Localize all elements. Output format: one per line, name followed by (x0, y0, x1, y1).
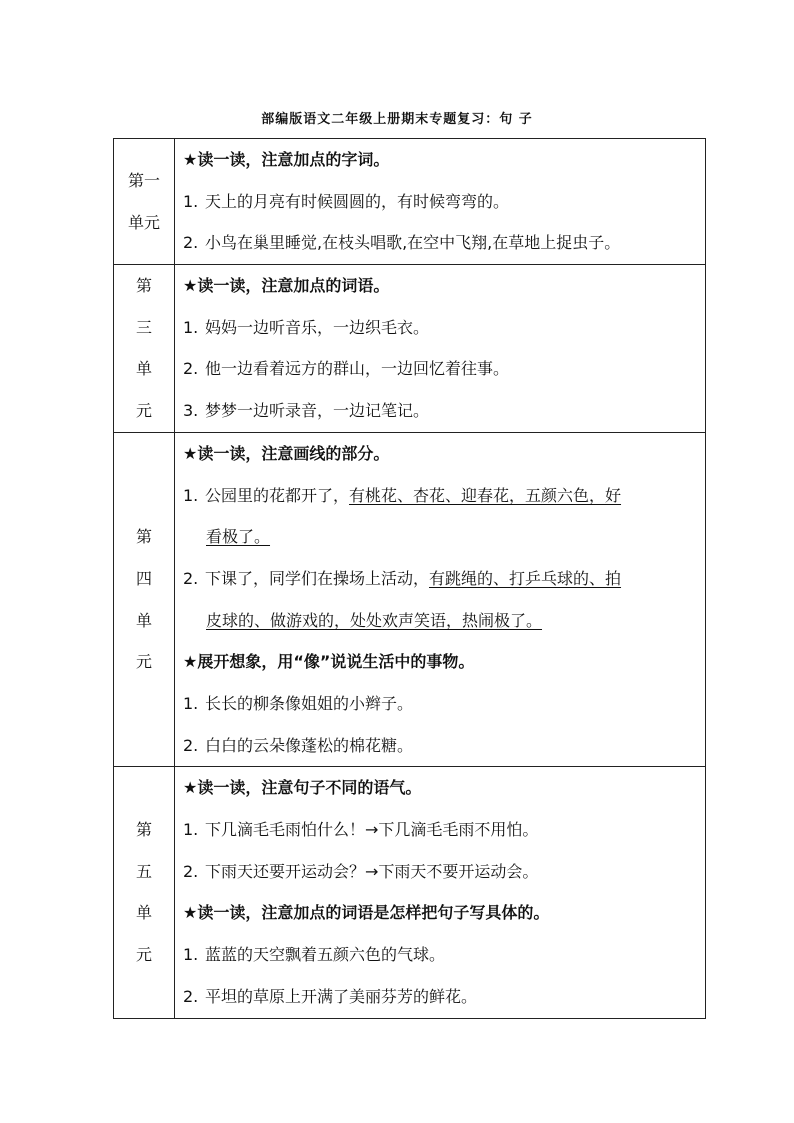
list-item (175, 348, 705, 390)
item-number: 1. (183, 317, 199, 337)
unit-content-cell (175, 139, 706, 265)
unit-label: 元 (135, 401, 152, 421)
item-number: 1. (183, 820, 199, 840)
list-item (175, 307, 705, 349)
item-text: 梦梦一边听录音，一边记笔记。 (205, 401, 430, 421)
item-continuation (175, 600, 705, 642)
item-text: 小鸟在巢里睡觉,在枝头唱歌,在空中飞翔,在草地上捉虫子。 (205, 233, 621, 253)
unit-label: 单 (135, 610, 152, 630)
item-number: 1. (183, 694, 199, 713)
unit-content-cell (175, 432, 706, 767)
underlined-text: 皮球的、做游戏的，处处欢声笑语，热闹极了。 (206, 610, 543, 630)
list-item (175, 976, 705, 1018)
section-heading: ★读一读，注意加点的词语是怎样把句子写具体的。 (183, 903, 550, 923)
unit-row (114, 767, 706, 1018)
section-heading: ★读一读，注意加点的字词。 (183, 150, 390, 169)
list-item (175, 181, 705, 223)
unit-row (114, 432, 706, 767)
section-heading: ★读一读，注意加点的词语。 (183, 276, 390, 296)
item-number: 1. (183, 485, 199, 505)
unit-label: 元 (135, 945, 152, 965)
list-item (175, 390, 705, 432)
list-item (175, 725, 705, 767)
unit-label: 元 (135, 652, 152, 672)
item-number: 3. (183, 401, 199, 421)
item-text: 天上的月亮有时候圆圆的，有时候弯弯的。 (205, 191, 510, 211)
unit-row (114, 265, 706, 433)
unit-label: 五 (135, 861, 152, 881)
review-table (113, 138, 706, 1019)
unit-label: 单 (135, 903, 152, 923)
item-number: 2. (183, 233, 199, 253)
item-number: 2. (183, 861, 199, 881)
page-title: 部编版语文二年级上册期末专题复习：句 子 (261, 112, 533, 127)
unit-label-cell (114, 265, 175, 433)
item-text: 平坦的草原上开满了美丽芬芳的鲜花。 (205, 986, 478, 1006)
section-heading: ★读一读，注意画线的部分。 (183, 443, 390, 463)
item-text: 下雨天还要开运动会？→下雨天不要开运动会。 (205, 861, 539, 881)
list-item (175, 851, 705, 893)
item-number: 1. (183, 191, 199, 211)
unit-row (114, 139, 706, 265)
unit-label: 单元 (127, 212, 160, 232)
unit-label-cell (114, 432, 175, 767)
section-heading: ★展开想象，用“像”说说生活中的事物。 (183, 652, 475, 672)
underlined-text: 有桃花、杏花、迎春花，五颜六色，好 (349, 485, 622, 505)
item-text: 白白的云朵像蓬松的棉花糖。 (205, 735, 414, 755)
underlined-text: 有跳绳的、打乒乓球的、拍 (429, 568, 622, 588)
unit-label: 四 (135, 568, 152, 588)
unit-label: 第 (135, 820, 152, 840)
unit-label: 第 (135, 527, 152, 547)
item-text: 下课了，同学们在操场上活动， (205, 568, 430, 588)
section-heading: ★读一读，注意句子不同的语气。 (183, 778, 422, 798)
item-number: 1. (183, 945, 199, 965)
unit-label: 三 (135, 317, 152, 337)
item-text: 下几滴毛毛雨怕什么！→下几滴毛毛雨不用怕。 (205, 820, 539, 840)
item-number: 2. (183, 986, 199, 1006)
item-number: 2. (183, 735, 199, 755)
list-item (175, 222, 705, 264)
unit-label: 单 (135, 359, 152, 379)
unit-label: 第一 (127, 170, 160, 190)
item-text: 长长的柳条像姐姐的小辫子。 (205, 694, 414, 713)
item-continuation (175, 516, 705, 558)
item-text: 公园里的花都开了， (205, 485, 350, 505)
item-number: 2. (183, 359, 199, 379)
item-text: 他一边看着远方的群山，一边回忆着往事。 (205, 359, 510, 379)
list-item (175, 934, 705, 976)
unit-content-cell (175, 767, 706, 1018)
list-item (175, 558, 705, 600)
item-number: 2. (183, 568, 199, 588)
unit-label-cell (114, 767, 175, 1018)
item-text: 蓝蓝的天空飘着五颜六色的气球。 (205, 945, 446, 965)
list-item (175, 809, 705, 851)
unit-content-cell (175, 265, 706, 433)
underlined-text: 看极了。 (206, 527, 271, 547)
list-item (175, 475, 705, 517)
item-text: 妈妈一边听音乐，一边织毛衣。 (205, 317, 430, 337)
list-item (175, 683, 705, 725)
unit-label-cell (114, 139, 175, 265)
unit-label: 第 (135, 276, 152, 296)
review-table-body (114, 139, 706, 1019)
